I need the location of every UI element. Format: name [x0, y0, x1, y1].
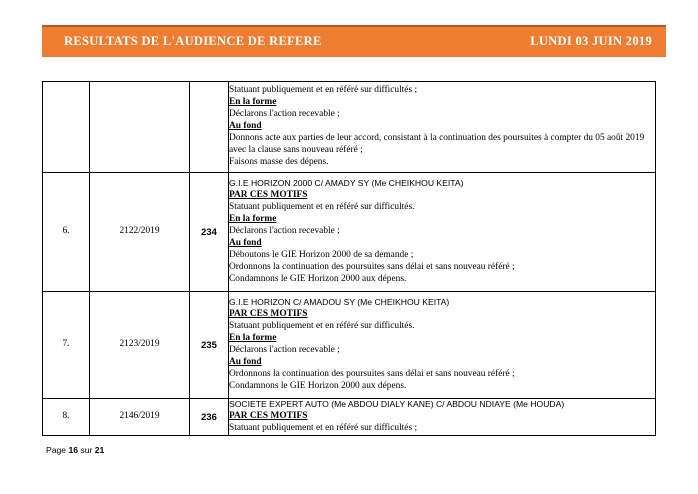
- decision-line: Faisons masse des dépens.: [229, 156, 329, 167]
- decision-line: Donnons acte aux parties de leur accord, consistant à la continuation des poursuites à compter du 05 août 2019 avec la clause sans nouveau référé ;: [229, 132, 645, 155]
- footer-separator: sur: [80, 445, 93, 455]
- order-number: 236: [190, 399, 229, 436]
- decision-text: [229, 399, 656, 436]
- decision-line: Ordonnons la continuation des poursuites sans délai et sans nouveau référé ;: [229, 261, 515, 272]
- row-number: 6.: [43, 173, 90, 292]
- decision-text: [229, 173, 656, 292]
- results-table: [42, 81, 656, 436]
- footer-prefix: Page: [46, 445, 67, 455]
- section-heading: PAR CES MOTIFS: [229, 309, 308, 320]
- order-number: 235: [190, 292, 229, 399]
- case-number: 2123/2019: [90, 292, 190, 399]
- decision-line: Condamnons le GIE Horizon 2000 aux dépens.: [229, 380, 407, 391]
- decision-line: Déclarons l'action recevable ;: [229, 109, 340, 120]
- row-number: [43, 82, 90, 173]
- row-number: 7.: [43, 292, 90, 399]
- section-heading: PAR CES MOTIFS: [229, 410, 308, 421]
- parties-line: SOCIETE EXPERT AUTO (Me ABDOU DIALY KANE) C/ ABDOU NDIAYE (Me HOUDA): [229, 399, 565, 409]
- decision-line: Statuant publiquement et en référé sur difficultés ;: [229, 85, 418, 96]
- decision-text: [229, 82, 656, 173]
- decision-line: Condamnons le GIE Horizon 2000 aux dépens.: [229, 273, 407, 284]
- case-number: [90, 82, 190, 173]
- parties-line: G.I.E HORIZON C/ AMADOU SY (Me CHEIKHOU KEITA): [229, 297, 450, 308]
- parties-line: G.I.E HORIZON 2000 C/ AMADY SY (Me CHEIKHOU KEITA): [229, 178, 464, 189]
- section-heading: En la forme: [229, 97, 277, 108]
- decision-text: [229, 292, 656, 399]
- decision-line: Statuant publiquement et en référé sur difficultés ;: [229, 422, 418, 433]
- page-footer: [46, 445, 104, 455]
- decision-line: Déclarons l'action recevable ;: [229, 226, 340, 237]
- table-row: [43, 292, 656, 399]
- decision-line: Statuant publiquement et en référé sur difficultés.: [229, 321, 415, 332]
- decision-line: Statuant publiquement et en référé sur difficultés.: [229, 202, 415, 213]
- section-heading: Au fond: [229, 237, 262, 248]
- current-page: 16: [68, 445, 79, 455]
- table-row: [43, 82, 656, 173]
- decision-line: Déclarons l'action recevable ;: [229, 345, 340, 355]
- table-row: [43, 173, 656, 292]
- page-title: RESULTATS DE L'AUDIENCE DE REFERE: [64, 34, 322, 48]
- section-heading: En la forme: [229, 214, 277, 225]
- row-number: 8.: [43, 399, 90, 436]
- section-heading: PAR CES MOTIFS: [229, 190, 308, 201]
- total-pages: 21: [94, 445, 105, 455]
- case-number: 2122/2019: [90, 173, 190, 292]
- section-heading: Au fond: [229, 121, 262, 132]
- case-number: 2146/2019: [90, 399, 190, 436]
- order-number: 234: [190, 173, 229, 292]
- hearing-date: LUNDI 03 JUIN 2019: [530, 34, 652, 48]
- table-row: [43, 399, 656, 436]
- section-heading: Au fond: [229, 356, 262, 367]
- order-number: [190, 82, 229, 173]
- decision-line: Déboutons le GIE Horizon 2000 de sa demande ;: [229, 249, 414, 260]
- section-heading: En la forme: [229, 333, 277, 344]
- decision-line: Ordonnons la continuation des poursuites sans délai et sans nouveau référé ;: [229, 368, 515, 379]
- header-band: [42, 25, 666, 57]
